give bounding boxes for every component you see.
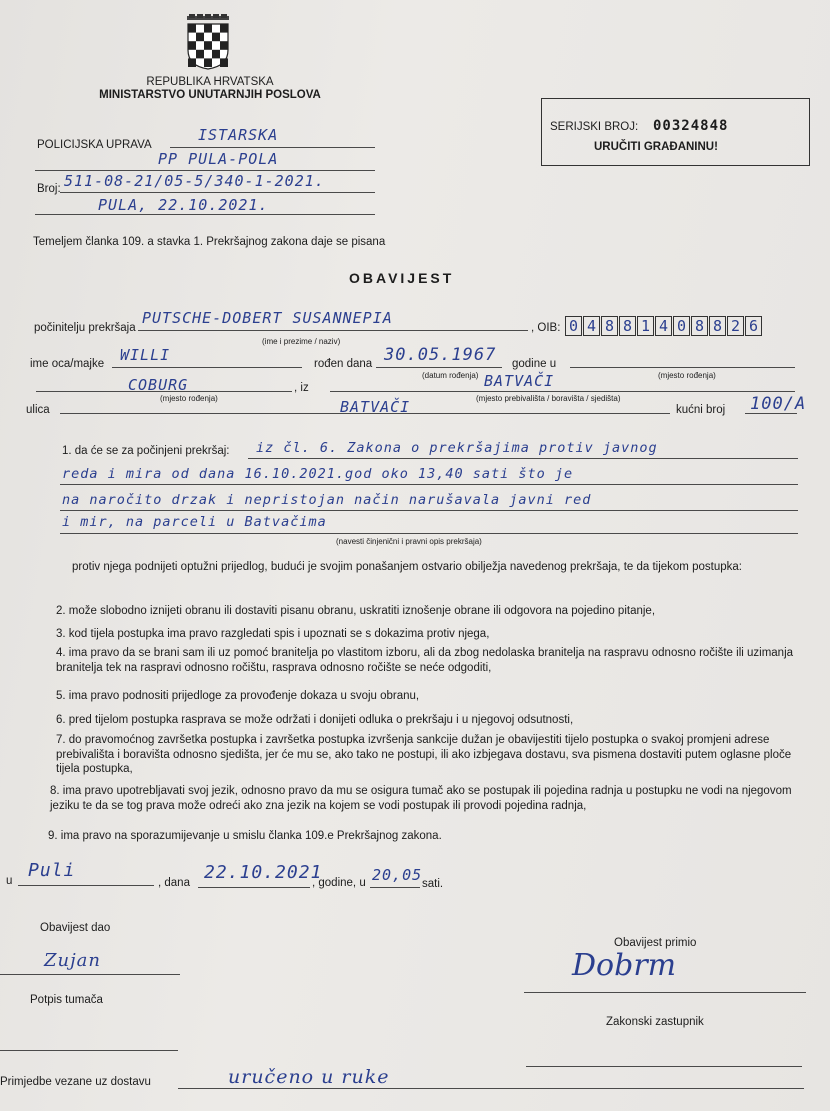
legal-rep-label: Zakonski zastupnik [606,1016,704,1028]
interpreter-label: Potpis tumača [30,994,103,1006]
year-label: godine u [512,358,557,370]
serial-label: SERIJSKI BROJ: [550,121,639,133]
oib-digit: 1 [637,316,654,336]
case-number: 511-08-21/05-5/340-1-2021. [64,172,325,190]
footer-u-label: u [6,875,13,887]
police-label: POLICIJSKA UPRAVA [37,139,152,151]
oib-digit: 4 [583,316,600,336]
street-value: BATVAČI [340,398,411,416]
street-label: ulica [26,404,50,416]
oib-digit: 6 [745,316,762,336]
right-item-8: 8. ima pravo upotrebljavati svoj jezik, odnosno pravo da mu se osigura tumač ako se postupak ili pojedina radnja u postupku ne vodi na njegovom jeziku te da se tog prava može odreći ako zna jezik na kojem se vodi postupak ili provodi pojedina radnja, [50,785,792,812]
offense-line-1: iz čl. 6. Zakona o prekršajima protiv javnog [256,440,658,456]
right-item-6: 6. pred tijelom postupka rasprava se može održati i donijeti odluka o prekršaju i u njegovoj odsutnosti, [56,714,574,726]
born-caption: (datum rođenja) [422,371,479,380]
document-title: OBAVIJEST [349,270,455,286]
offender-label: počinitelju prekršaja [34,322,136,334]
right-item-9: 9. ima pravo na sporazumijevanje u smislu članka 109.e Prekršajnog zakona. [48,830,442,842]
given-by-label: Obavijest dao [40,922,111,934]
footer-sati-label: sati. [422,878,444,890]
name-caption: (ime i prezime / naziv) [262,337,341,346]
offense-line-3: na naročito drzak i nepristojan način narušavala javni red [62,492,592,508]
iz-label: , iz [294,382,309,394]
police-station: PP PULA-POLA [158,150,279,168]
offense-label: 1. da će se za počinjeni prekršaj: [62,445,230,457]
received-by-signature: Dobrm [572,948,677,983]
oib-digit: 8 [691,316,708,336]
footer-date: 22.10.2021 [204,862,323,883]
offense-caption: (navesti činjenični i pravni opis prekršaja) [336,537,482,546]
remarks-label: Primjedbe vezane uz dostavu [0,1076,151,1088]
right-item-7: 7. do pravomoćnog završetka postupka i završetka postupka izvršenja sankcije dužan je obavijestiti tijelo postupka o svakoj promjeni adrese prebivališta i boravišta odnosno sjedišta, jer će mu se, ako tako ne postupi, ili ako izbjegava dostavu, sva pismena dostaviti putem oglasne ploče tijela postupka, [56,734,792,775]
house-label: kućni broj [676,404,726,416]
right-item-2: 2. može slobodno iznijeti obranu ili dostaviti pisanu obranu, uskratiti iznošenje obrane ili odgovora na pojedino pitanje, [56,605,656,617]
birthplace-caption-right: (mjesto rođenja) [658,371,716,380]
oib-digit: 2 [727,316,744,336]
oib-digit: 4 [655,316,672,336]
oib-label: , OIB: [531,322,561,334]
remarks-value: uručeno u ruke [228,1066,390,1088]
oib-digit: 0 [565,316,582,336]
croatian-coat-of-arms-icon [182,14,234,70]
offender-name: PUTSCHE-DOBERT SUSANNEPIA [142,309,393,327]
oib-digit: 0 [673,316,690,336]
serial-number: 00324848 [653,118,729,134]
oib-digit: 8 [601,316,618,336]
police-value: ISTARSKA [198,126,279,144]
intro-text: Temeljem članka 109. a stavka 1. Prekršajnog zakona daje se pisana [33,236,386,248]
place-date: PULA, 22.10.2021. [98,196,269,214]
oib-digit: 8 [709,316,726,336]
footer-dana-label: , dana [158,877,190,889]
offense-line-4: i mir, na parceli u Batvačima [62,514,327,530]
parent-value: WILLI [120,346,171,364]
born-value: 30.05.1967 [384,345,497,365]
footer-godine-label: , godine, u [312,877,366,889]
oib-boxes [565,316,763,336]
rights-intro: protiv njega podnijeti optužni prijedlog, budući je svojim ponašanjem ostvario obilježja navedenog prekršaja, te da tijekom postupka: [72,561,742,573]
offense-line-2: reda i mira od dana 16.10.2021.god oko 13,40 sati što je [62,466,574,482]
right-item-3: 3. kod tijela postupka ima pravo razgledati spis i upoznati se s dokazima protiv njega, [56,628,490,640]
birthplace-caption: (mjesto rođenja) [160,394,218,403]
header-country: REPUBLIKA HRVATSKA [146,76,274,88]
residence-caption: (mjesto prebivališta / boravišta / sjedišta) [476,394,621,403]
footer-place: Puli [28,860,76,881]
footer-time: 20,05 [372,866,423,884]
serial-box [541,98,810,166]
born-label: rođen dana [314,358,373,370]
parent-label: ime oca/majke [30,358,105,370]
birthplace-value: COBURG [128,376,189,394]
number-label: Broj: [37,183,61,195]
residence-value: BATVAČI [484,372,555,390]
given-by-signature: Zujan [44,950,102,971]
house-value: 100/A [750,394,807,414]
received-by-label: Obavijest primio [614,937,697,949]
deliver-note: URUČITI GRAĐANINU! [594,141,718,153]
right-item-5: 5. ima pravo podnositi prijedloge za provođenje dokaza u svoju obranu, [56,690,420,702]
oib-digit: 8 [619,316,636,336]
header-ministry: MINISTARSTVO UNUTARNJIH POSLOVA [99,89,321,101]
right-item-4: 4. ima pravo da se brani sam ili uz pomoć branitelja po vlastitom izboru, ali da zbog nedolaska branitelja na raspravu odnosno ročište ili uzimanja branitelja tek na raspravi odnosno ročištu, rasprava odnosno ročište se neće odgoditi, [56,647,794,674]
